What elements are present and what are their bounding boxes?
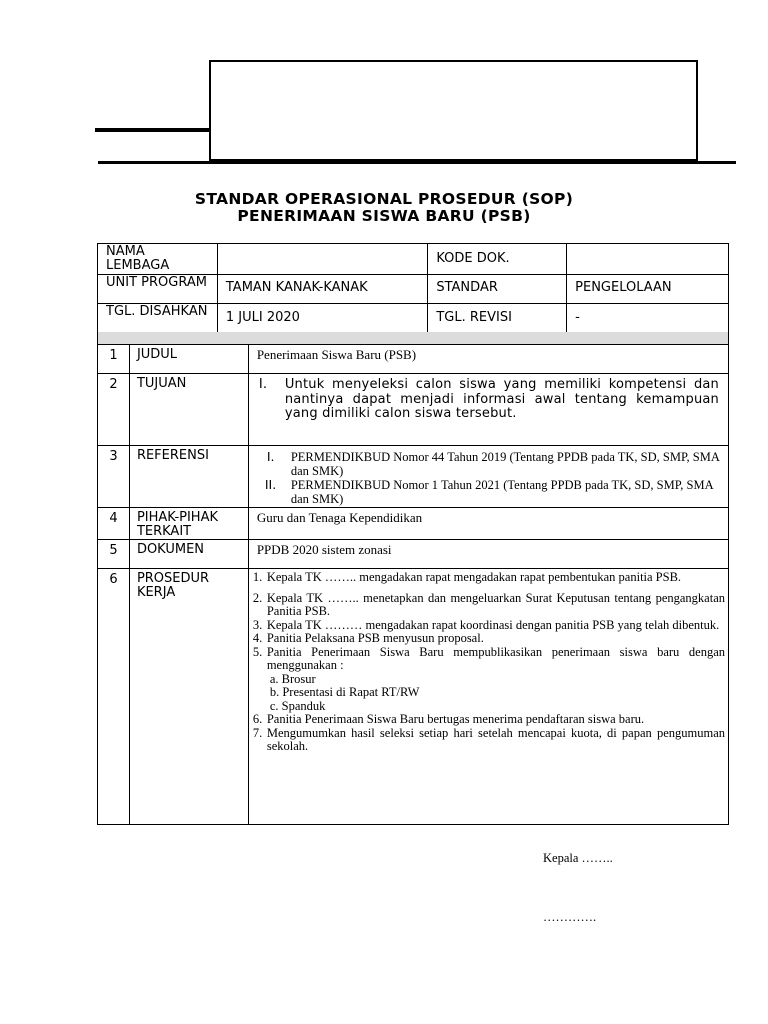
info-label: STANDAR: [428, 275, 567, 304]
info-row: [98, 275, 729, 304]
info-value: [567, 244, 729, 275]
sop-row-pihak: [98, 508, 729, 540]
info-value: 1 JULI 2020: [217, 304, 427, 334]
row-number: 1: [98, 345, 130, 374]
sop-row-tujuan: [98, 374, 729, 446]
document-title-line2: PENERIMAAN SISWA BARU (PSB): [237, 207, 531, 225]
info-label: UNIT PROGRAM: [98, 275, 218, 304]
row-label: TUJUAN: [129, 374, 248, 446]
info-value: [217, 244, 427, 275]
signature-name: ………….: [543, 910, 597, 924]
procedure-step: 1. Kepala TK …….. mengadakan rapat mengadakan rapat pembentukan panitia PSB.: [252, 570, 682, 584]
info-value: PENGELOLAAN: [567, 275, 729, 304]
header-rule-bottom: [98, 161, 736, 164]
procedure-step: 3. Kepala TK ……… mengadakan rapat koordinasi dengan panitia PSB yang telah dibentuk.: [252, 617, 720, 632]
document-title-line1: STANDAR OPERASIONAL PROSEDUR (SOP): [194, 190, 574, 208]
referensi-cell: [248, 446, 728, 508]
procedure-sub-item: c. Spanduk: [269, 698, 326, 713]
row-number: 3: [98, 446, 130, 508]
list-marker: I.: [258, 377, 268, 392]
row-number: 6: [98, 569, 130, 825]
judul-text: Penerimaan Siswa Baru (PSB): [248, 345, 728, 374]
procedure-step: 6. Panitia Penerimaan Siswa Baru bertugas menerima pendaftaran siswa baru.: [252, 712, 645, 726]
info-label: KODE DOK.: [428, 244, 567, 275]
list-marker: II.: [264, 477, 277, 492]
info-value: -: [567, 304, 729, 334]
referensi-text: PERMENDIKBUD Nomor 1 Tahun 2021 (Tentang PPDB pada TK, SD, SMP, SMA dan SMK): [290, 478, 713, 506]
row-number: 4: [98, 508, 130, 540]
procedure-sub-item: b. Presentasi di Rapat RT/RW: [269, 685, 420, 699]
tujuan-cell: [248, 374, 728, 446]
info-label: TGL. REVISI: [428, 304, 567, 334]
list-item: [257, 478, 720, 506]
dokumen-text: PPDB 2020 sistem zonasi: [248, 540, 728, 569]
row-number: 2: [98, 374, 130, 446]
procedure-step: 5. Panitia Penerimaan Siswa Baru mempublikasikan penerimaan siswa baru dengan menggunakan :: [252, 644, 725, 672]
header-rule-left: [95, 128, 209, 132]
row-label: PIHAK-PIHAK TERKAIT: [129, 508, 248, 540]
procedure-step: 2. Kepala TK …….. menetapkan dan mengeluarkan Surat Keputusan tentang pengangkatan Panitia PSB.: [252, 590, 725, 618]
info-value: TAMAN KANAK-KANAK: [217, 275, 427, 304]
list-marker: I.: [266, 449, 275, 464]
signature-title: Kepala ……..: [543, 851, 613, 865]
info-row: [98, 304, 729, 334]
logo-placeholder-box: [209, 60, 698, 161]
document-info-table: [97, 243, 729, 334]
info-row: [98, 244, 729, 275]
list-item: [257, 450, 720, 478]
row-label: PROSEDUR KERJA: [129, 569, 248, 825]
sop-row-judul: [98, 345, 729, 374]
section-separator: [97, 332, 729, 344]
row-label: JUDUL: [129, 345, 248, 374]
procedure-step: 4. Panitia Pelaksana PSB menyusun proposal.: [252, 631, 484, 645]
pihak-text: Guru dan Tenaga Kependidikan: [248, 508, 728, 540]
prosedur-cell: [248, 569, 728, 825]
procedure-step: 7. Mengumumkan hasil seleksi setiap hari setelah mencapai kuota, di papan pengumuman sekolah.: [252, 725, 725, 753]
info-label: NAMA LEMBAGA: [98, 244, 218, 275]
procedure-sub-item: a. Brosur: [269, 671, 316, 686]
sop-table: [97, 344, 729, 825]
sop-row-referensi: [98, 446, 729, 508]
row-label: REFERENSI: [129, 446, 248, 508]
row-number: 5: [98, 540, 130, 569]
row-label: DOKUMEN: [129, 540, 248, 569]
referensi-text: PERMENDIKBUD Nomor 44 Tahun 2019 (Tentang PPDB pada TK, SD, SMP, SMA dan SMK): [290, 450, 720, 478]
sop-row-dokumen: [98, 540, 729, 569]
sop-row-prosedur: [98, 569, 729, 825]
tujuan-text: Untuk menyeleksi calon siswa yang memiliki kompetensi dan nantinya dapat menjadi informasi awal tentang kemampuan yang dimiliki calon siswa tersebut.: [284, 377, 719, 421]
info-label: TGL. DISAHKAN: [98, 304, 218, 334]
